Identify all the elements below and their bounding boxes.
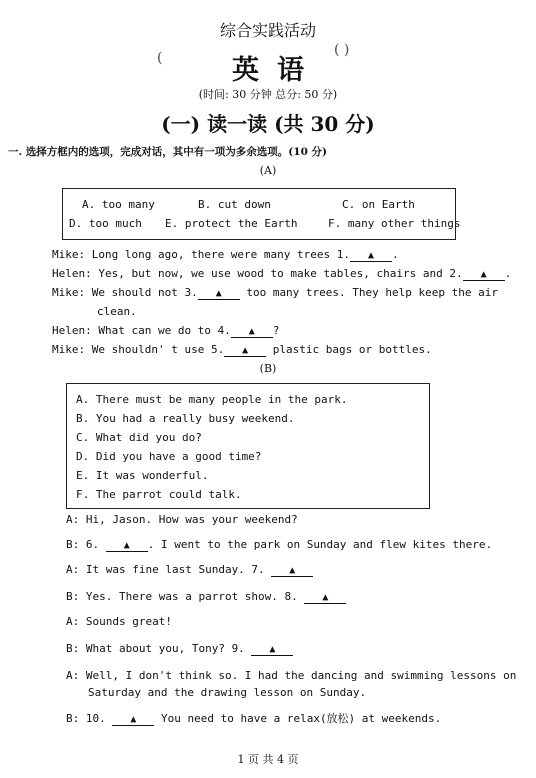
part-b-option: C. What did you do? xyxy=(76,431,202,444)
part-a-option-box xyxy=(62,188,456,240)
dialogue-line-b8: B: 10. ▲ You need to have a relax(放松) at weekends. xyxy=(66,712,442,725)
dialogue-line-b7-cont: Saturday and the drawing lesson on Sunday. xyxy=(88,686,367,699)
dialogue-line-2: Helen: Yes, but now, we use wood to make tables, chairs and 2. ▲ . xyxy=(52,267,512,280)
triangle-marker-icon: ▲ xyxy=(322,592,329,603)
dialogue-line-b5: A: Sounds great! xyxy=(66,615,172,628)
part-a-label: (A) xyxy=(259,164,277,177)
subject-title: 英语 xyxy=(232,55,322,86)
time-info: (时间: 30 分钟 总分: 50 分) xyxy=(198,88,338,101)
dialogue-line-3-cont: clean. xyxy=(97,305,137,318)
part-a-option: A. too many xyxy=(82,198,155,211)
triangle-marker-icon: ▲ xyxy=(215,288,222,299)
score-paren-left: ( xyxy=(157,50,163,66)
dialogue-line-b2: B: 6. ▲ . I went to the park on Sunday and flew kites there. xyxy=(66,538,493,551)
part-a-option: C. on Earth xyxy=(342,198,415,211)
triangle-marker-icon: ▲ xyxy=(123,540,130,551)
dialogue-line-5: Mike: We shouldn' t use 5. ▲ plastic bags or bottles. xyxy=(52,343,432,356)
dialogue-line-b7: A: Well, I don't think so. I had the dancing and swimming lessons on xyxy=(66,669,517,682)
triangle-marker-icon: ▲ xyxy=(269,644,276,655)
answer-blank[interactable] xyxy=(350,249,392,262)
part-b-option: A. There must be many people in the park. xyxy=(76,393,348,406)
part-a-option: B. cut down xyxy=(198,198,271,211)
part-b-label: (B) xyxy=(259,362,277,375)
part-a-option: F. many other things xyxy=(328,217,461,230)
dialogue-line-b6: B: What about you, Tony? 9. ▲ xyxy=(66,642,293,656)
dialogue-line-b3: A: It was fine last Sunday. 7. ▲ xyxy=(66,563,313,577)
triangle-marker-icon: ▲ xyxy=(130,714,137,725)
answer-blank[interactable] xyxy=(112,713,154,726)
triangle-marker-icon: ▲ xyxy=(480,269,487,280)
section-title: (一) 读一读 (共 30 分) xyxy=(161,112,375,136)
activity-title: 综合实践活动 xyxy=(219,21,316,40)
page-footer: 1 页 共 4 页 xyxy=(237,753,299,766)
answer-blank[interactable] xyxy=(251,643,293,656)
dialogue-line-1: Mike: Long long ago, there were many trees 1. ▲ . xyxy=(52,248,399,261)
part-b-option: E. It was wonderful. xyxy=(76,469,209,482)
answer-blank[interactable] xyxy=(271,564,313,577)
answer-blank[interactable] xyxy=(198,287,240,300)
part-a-option: D. too much xyxy=(69,217,142,230)
dialogue-line-4: Helen: What can we do to 4. ▲ ? xyxy=(52,324,280,337)
triangle-marker-icon: ▲ xyxy=(242,345,249,356)
question-instruction: 一. 选择方框内的选项，完成对话，其中有一项为多余选项。(10 分) xyxy=(8,146,328,158)
answer-blank[interactable] xyxy=(304,591,346,604)
triangle-marker-icon: ▲ xyxy=(289,565,296,576)
part-b-option: F. The parrot could talk. xyxy=(76,488,242,501)
answer-blank[interactable] xyxy=(106,539,148,552)
triangle-marker-icon: ▲ xyxy=(248,326,255,337)
part-b-option: D. Did you have a good time? xyxy=(76,450,262,463)
dialogue-line-b1: A: Hi, Jason. How was your weekend? xyxy=(66,513,298,526)
answer-blank[interactable] xyxy=(231,325,273,338)
part-b-option: B. You had a really busy weekend. xyxy=(76,412,295,425)
score-paren-right: ( ) xyxy=(334,42,350,58)
triangle-marker-icon: ▲ xyxy=(368,250,375,261)
part-a-option: E. protect the Earth xyxy=(165,217,298,230)
dialogue-line-3: Mike: We should not 3. ▲ too many trees. They help keep the air xyxy=(52,286,498,299)
answer-blank[interactable] xyxy=(224,344,266,357)
answer-blank[interactable] xyxy=(463,268,505,281)
dialogue-line-b4: B: Yes. There was a parrot show. 8. ▲ xyxy=(66,590,346,604)
